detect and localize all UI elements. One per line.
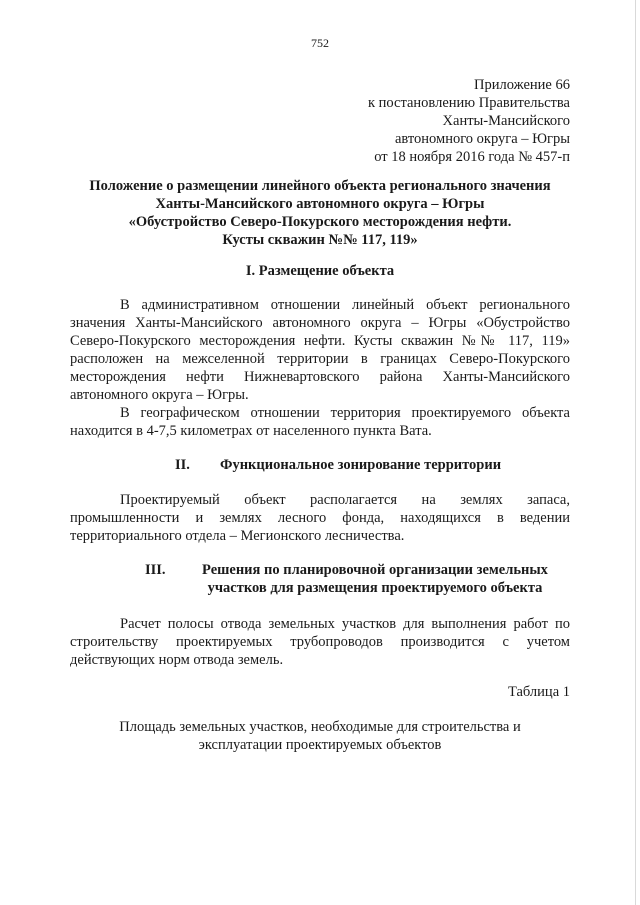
paragraph-line: значения Ханты-Мансийского автономного округа – Югры «Обустройство <box>70 315 570 331</box>
section-number: II. <box>175 457 190 473</box>
paragraph-line: В географическом отношении территория проектируемого объекта <box>120 405 570 421</box>
paragraph-line: промышленности и землях лесного фонда, находящихся в ведении <box>70 510 570 526</box>
appendix-line: автономного округа – Югры <box>394 131 570 147</box>
section-title-line: участков для размещения проектируемого объекта <box>207 580 543 596</box>
title-line: Ханты-Мансийского автономного округа – Югры <box>155 196 485 212</box>
caption-line: Площадь земельных участков, необходимые для строительства и <box>119 719 521 735</box>
paragraph-line: автономного округа – Югры. <box>70 387 249 403</box>
section-number: III. <box>145 562 166 578</box>
paragraph-line: территориального отдела – Мегионского лесничества. <box>70 528 405 544</box>
table-label: Таблица 1 <box>507 684 570 700</box>
title-line: Положение о размещении линейного объекта регионального значения <box>89 178 551 194</box>
section-1-heading: I. Размещение объекта <box>245 263 395 279</box>
section-title <box>185 561 565 597</box>
appendix-line: Ханты-Мансийского <box>442 113 570 129</box>
paragraph-zoning <box>70 491 570 545</box>
caption-line: эксплуатации проектируемых объектов <box>198 737 442 753</box>
paragraph-line: месторождения нефти Нижневартовского района Ханты-Мансийского <box>70 369 570 385</box>
appendix-line: от 18 ноября 2016 года № 457-п <box>374 149 570 165</box>
paragraph-geography <box>70 404 570 440</box>
section-title-line: Решения по планировочной организации земельных <box>202 562 548 578</box>
paragraph-line: В административном отношении линейный объект регионального <box>120 297 570 313</box>
paragraph-line: Проектируемый объект располагается на землях запаса, <box>120 492 570 508</box>
paragraph-placement <box>70 296 570 404</box>
appendix-header <box>270 76 570 166</box>
section-title: Функциональное зонирование территории <box>220 457 502 473</box>
appendix-line: к постановлению Правительства <box>368 95 570 111</box>
paragraph-line: действующих норм отвода земель. <box>70 652 284 668</box>
paragraph-line: Северо-Покурского месторождения нефти. Кусты скважин №№ 117, 119» <box>70 333 570 349</box>
paragraph-line: строительству проектируемых трубопроводов производится с учетом <box>70 634 570 650</box>
paragraph-calculation <box>70 615 570 669</box>
paragraph-line: Расчет полосы отвода земельных участков для выполнения работ по <box>120 616 570 632</box>
title-line: Кусты скважин №№ 117, 119» <box>222 232 418 248</box>
paragraph-line: находится в 4-7,5 километрах от населенного пункта Вата. <box>70 423 432 439</box>
appendix-line: Приложение 66 <box>474 77 570 93</box>
scan-edge <box>635 0 636 905</box>
title-line: «Обустройство Северо-Покурского месторождения нефти. <box>128 214 512 230</box>
paragraph-line: расположен на межселенной территории в границах Северо-Покурского <box>70 351 570 367</box>
page-number: 752 <box>311 36 329 50</box>
document-title <box>70 177 570 249</box>
table-caption <box>70 718 570 754</box>
